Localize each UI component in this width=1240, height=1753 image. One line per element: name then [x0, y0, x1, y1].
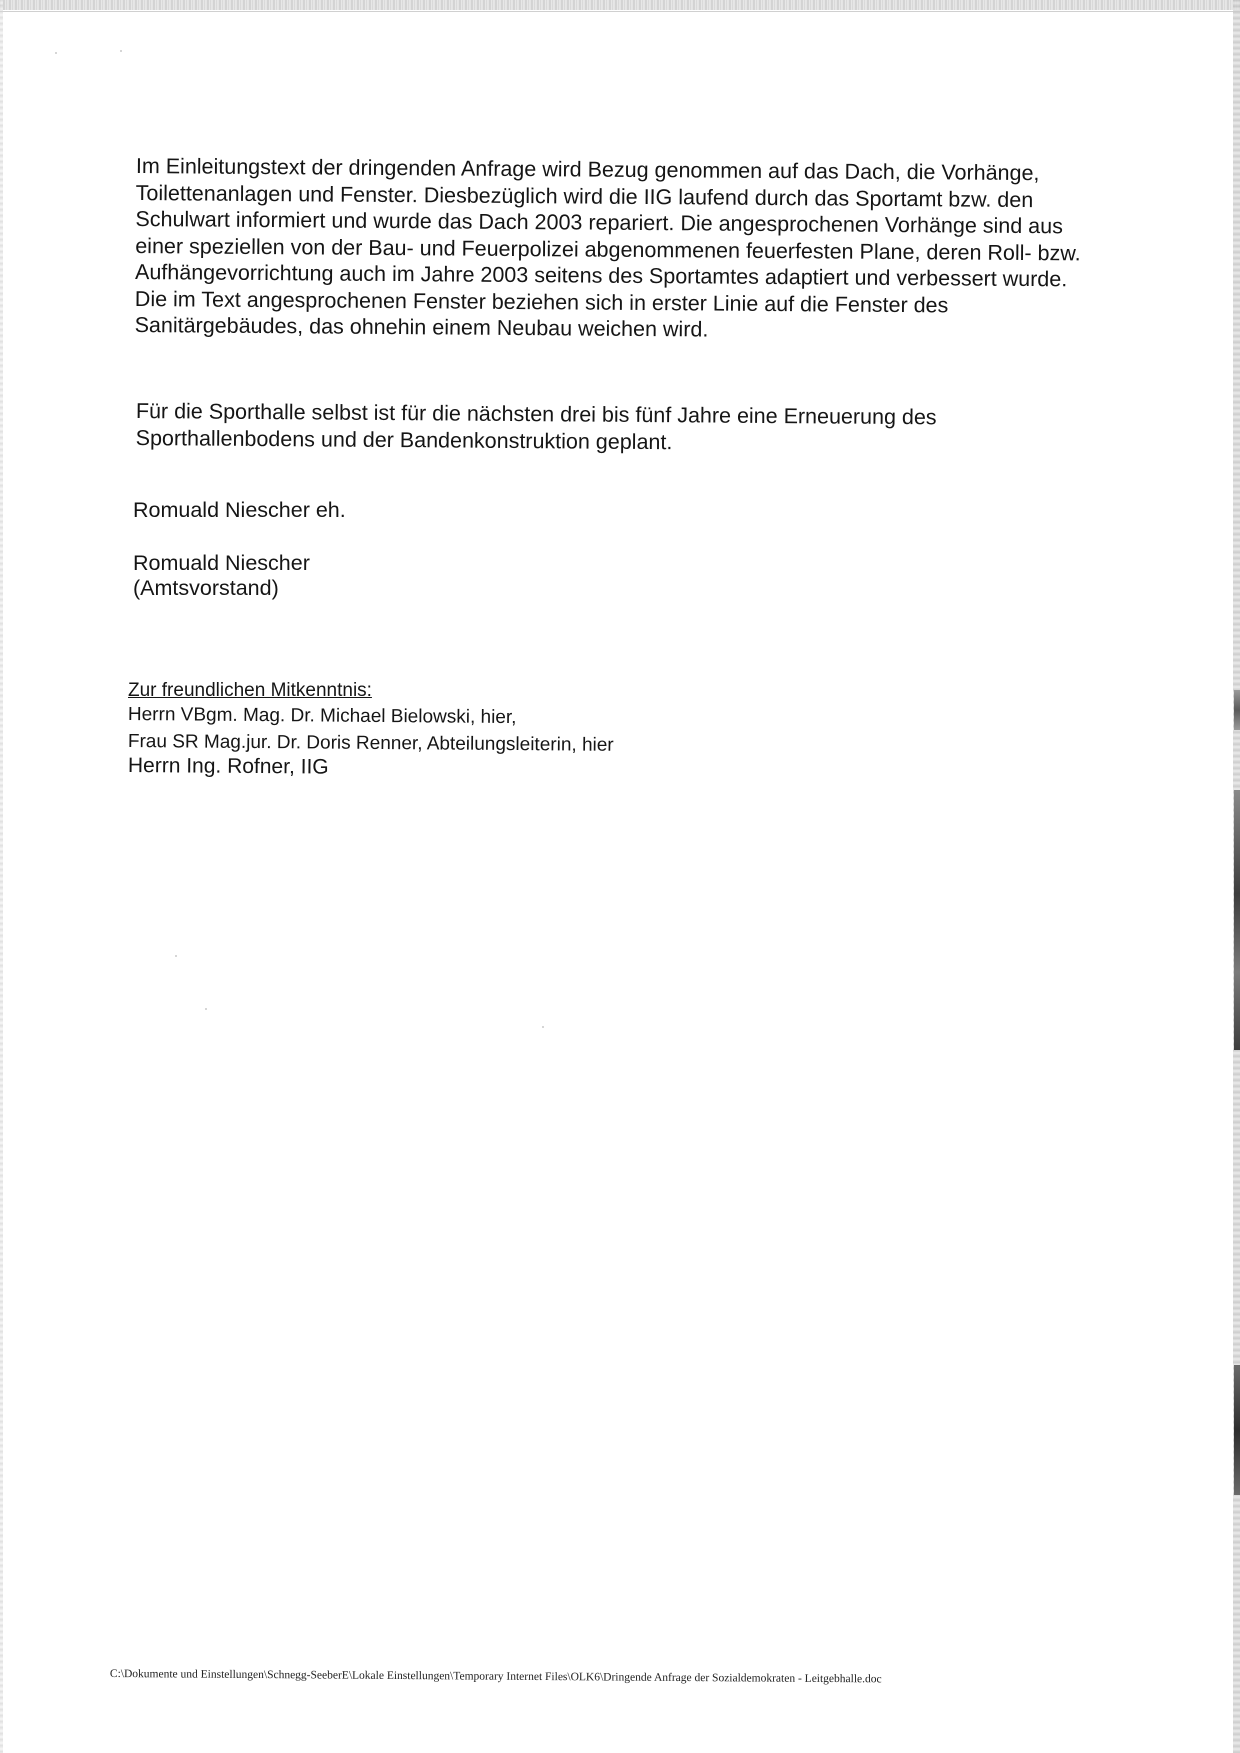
body-paragraph: Im Einleitungstext der dringenden Anfrage wird Bezug genommen auf das Dach, die Vorhänge, Toilettenanlagen und Fenster. Diesbezüglich wird die IIG laufend durch das Sportamt bzw. den Schulwart informiert und wurde das Dach 2003 repariert. Die angesprochenen Vorhänge sind aus einer speziellen von der Bau- und Feuerpolizei abgenommenen feuerfesten Plane, deren Roll- bzw. Aufhängevorrichtung auch im Jahre 2003 seitens des Sportamtes adaptiert und verbessert wurde. Die im Text angesprochenen Fenster beziehen sich in erster Linie auf die Fenster des Sanitärgebäudes, das ohnehin einem Neubau weichen wird.: [134, 153, 1081, 342]
cc-heading: Zur freundlichen Mitkenntnis:: [128, 680, 372, 701]
body-paragraph: Für die Sporthalle selbst ist für die nächsten drei bis fünf Jahre eine Erneuerung des Sporthallenbodens und der Bandenkonstruktion geplant.: [135, 398, 937, 454]
cc-recipient: Herrn VBgm. Mag. Dr. Michael Bielowski, hier,: [127, 704, 517, 729]
signature-signed-line: Romuald Niescher eh.: [133, 498, 346, 522]
cc-recipient: Frau SR Mag.jur. Dr. Doris Renner, Abteilungsleiterin, hier: [127, 731, 614, 756]
signature-name: Romuald Niescher: [133, 551, 310, 575]
footer-file-path: C:\Dokumente und Einstellungen\Schnegg-SeeberE\Lokale Einstellungen\Temporary Internet Files\OLK6\Dringende Anfrage der Sozialdemokraten - Leitgebhalle.doc: [109, 1668, 882, 1686]
cc-recipient: Herrn Ing. Rofner, IIG: [127, 754, 329, 779]
signature-title: (Amtsvorstand): [133, 576, 279, 600]
